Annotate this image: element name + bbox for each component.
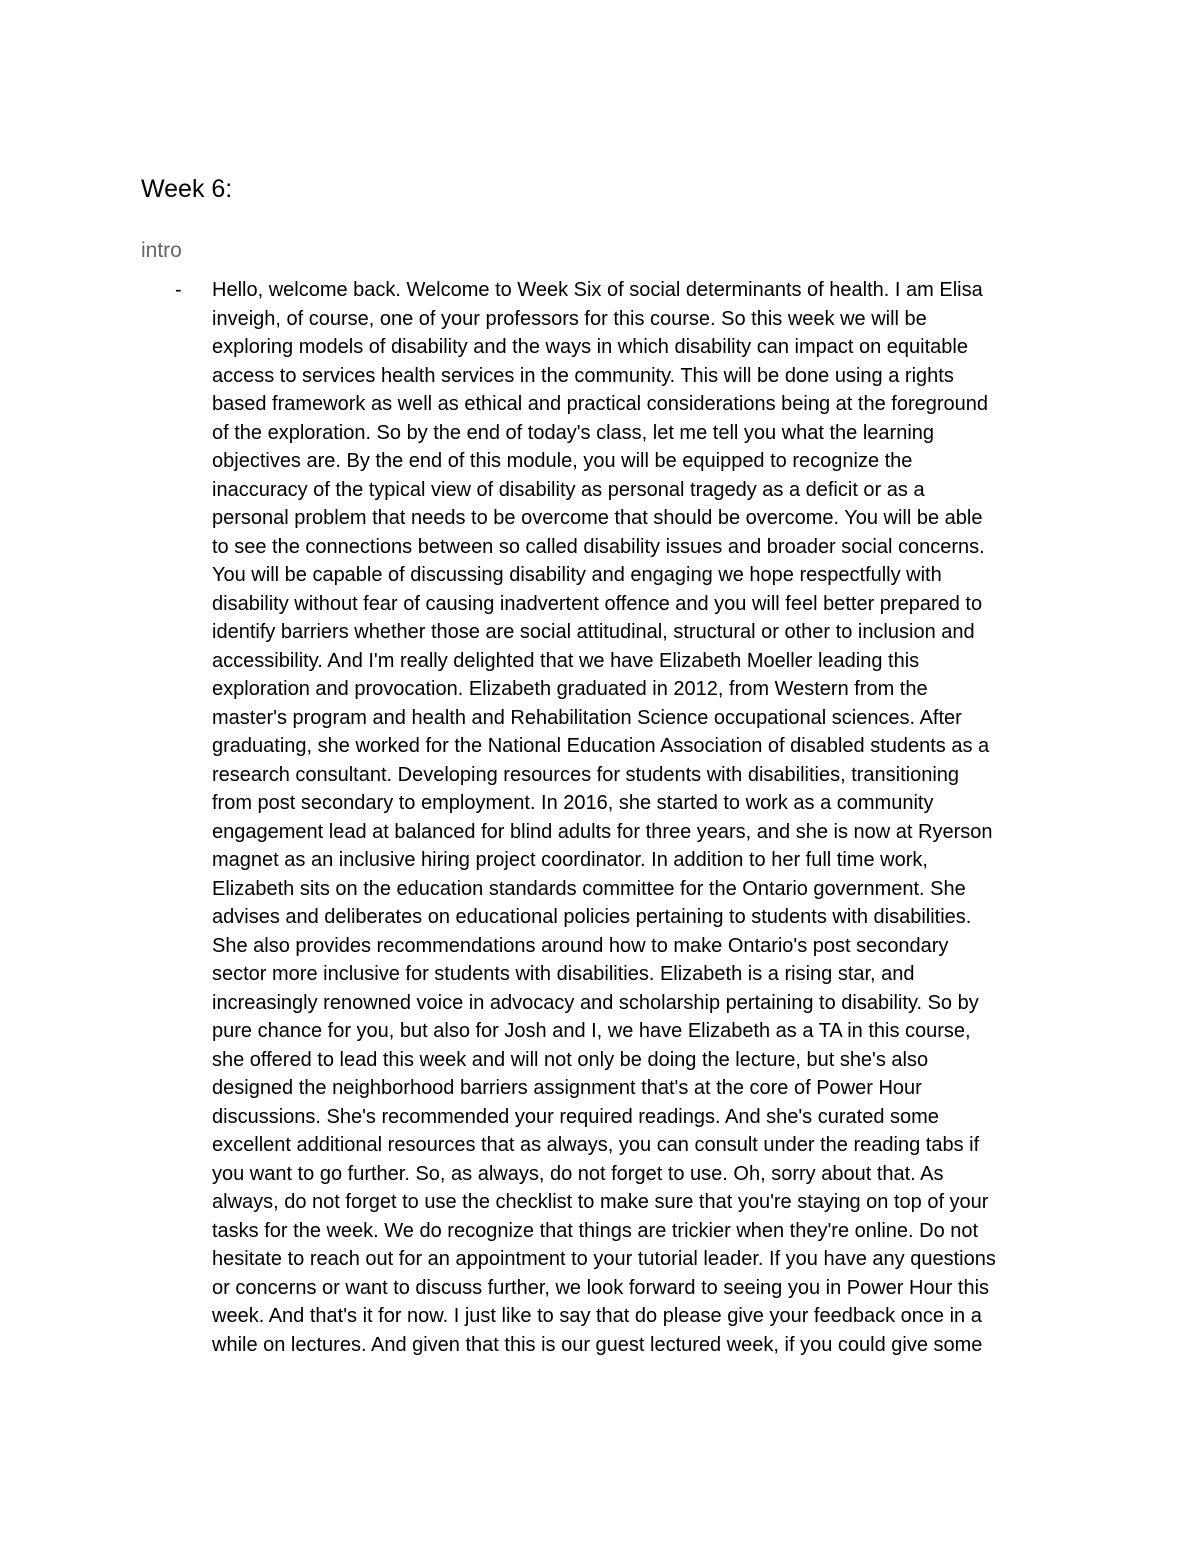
paragraph-line: access to services health services in the community. This will be done using a rights (212, 364, 954, 387)
paragraph-line: She also provides recommendations around how to make Ontario's post secondary (212, 934, 949, 957)
paragraph-line: engagement lead at balanced for blind adults for three years, and she is now at Ryerson (212, 820, 993, 843)
paragraph-line: disability without fear of causing inadvertent offence and you will feel better prepared to (212, 592, 983, 615)
paragraph-line: of the exploration. So by the end of today's class, let me tell you what the learning (212, 421, 935, 444)
paragraph-line: pure chance for you, but also for Josh and I, we have Elizabeth as a TA in this course, (212, 1020, 971, 1042)
paragraph-line: magnet as an inclusive hiring project coordinator. In addition to her full time work, (212, 849, 928, 871)
paragraph-line: discussions. She's recommended your required readings. And she's curated some (212, 1105, 939, 1128)
paragraph-line: You will be capable of discussing disability and engaging we hope respectfully with (212, 564, 942, 586)
paragraph-line: exploring models of disability and the ways in which disability can impact on equitable (212, 336, 968, 358)
paragraph-line: designed the neighborhood barriers assignment that's at the core of Power Hour (212, 1077, 922, 1099)
paragraph-line: you want to go further. So, as always, do not forget to use. Oh, sorry about that. As (212, 1162, 944, 1185)
paragraph-line: objectives are. By the end of this module, you will be equipped to recognize the (212, 450, 913, 472)
paragraph-line: sector more inclusive for students with disabilities. Elizabeth is a rising star, and (212, 963, 915, 985)
paragraph-line: based framework as well as ethical and practical considerations being at the foreground (212, 393, 988, 415)
list-bullet: - (175, 279, 182, 301)
paragraph-line: while on lectures. And given that this is our guest lectured week, if you could give some (212, 1333, 983, 1356)
page-title: Week 6: (141, 175, 233, 203)
paragraph-line: identify barriers whether those are social attitudinal, structural or other to inclusion and (212, 621, 975, 643)
paragraph-line: increasingly renowned voice in advocacy and scholarship pertaining to disability. So by (212, 991, 979, 1014)
paragraph-line: personal problem that needs to be overcome that should be overcome. You will be able (212, 507, 983, 529)
paragraph-line: graduating, she worked for the National Education Association of disabled students as a (212, 735, 990, 757)
paragraph-line: hesitate to reach out for an appointment to your tutorial leader. If you have any questions (212, 1248, 996, 1270)
paragraph-line: advises and deliberates on educational policies pertaining to students with disabilities. (212, 906, 972, 928)
paragraph-line: or concerns or want to discuss further, we look forward to seeing you in Power Hour this (212, 1276, 990, 1299)
paragraph-line: tasks for the week. We do recognize that things are trickier when they're online. Do not (212, 1219, 979, 1242)
paragraph-line: accessibility. And I'm really delighted that we have Elizabeth Moeller leading this (212, 649, 920, 672)
paragraph-line: master's program and health and Rehabilitation Science occupational sciences. After (212, 706, 962, 729)
paragraph-line: research consultant. Developing resources for students with disabilities, transitioning (212, 763, 960, 786)
paragraph-line: inveigh, of course, one of your professors for this course. So this week we will be (212, 307, 927, 330)
paragraph-line: inaccuracy of the typical view of disability as personal tragedy as a deficit or as a (212, 478, 925, 501)
paragraph-text (212, 276, 1072, 1359)
paragraph-line: she offered to lead this week and will not only be doing the lecture, but she's also (212, 1048, 929, 1071)
paragraph-line: week. And that's it for now. I just like to say that do please give your feedback once in a (212, 1305, 982, 1327)
paragraph-line: exploration and provocation. Elizabeth graduated in 2012, from Western from the (212, 678, 928, 700)
section-heading: intro (141, 239, 182, 262)
paragraph-line: excellent additional resources that as always, you can consult under the reading tabs if (212, 1134, 980, 1156)
paragraph-line: Hello, welcome back. Welcome to Week Six of social determinants of health. I am Elisa (212, 279, 983, 301)
paragraph-line: from post secondary to employment. In 2016, she started to work as a community (212, 792, 934, 814)
paragraph-line: to see the connections between so called disability issues and broader social concerns. (212, 535, 985, 558)
paragraph-line: always, do not forget to use the checklist to make sure that you're staying on top of your (212, 1191, 989, 1213)
paragraph-line: Elizabeth sits on the education standards committee for the Ontario government. She (212, 877, 966, 900)
